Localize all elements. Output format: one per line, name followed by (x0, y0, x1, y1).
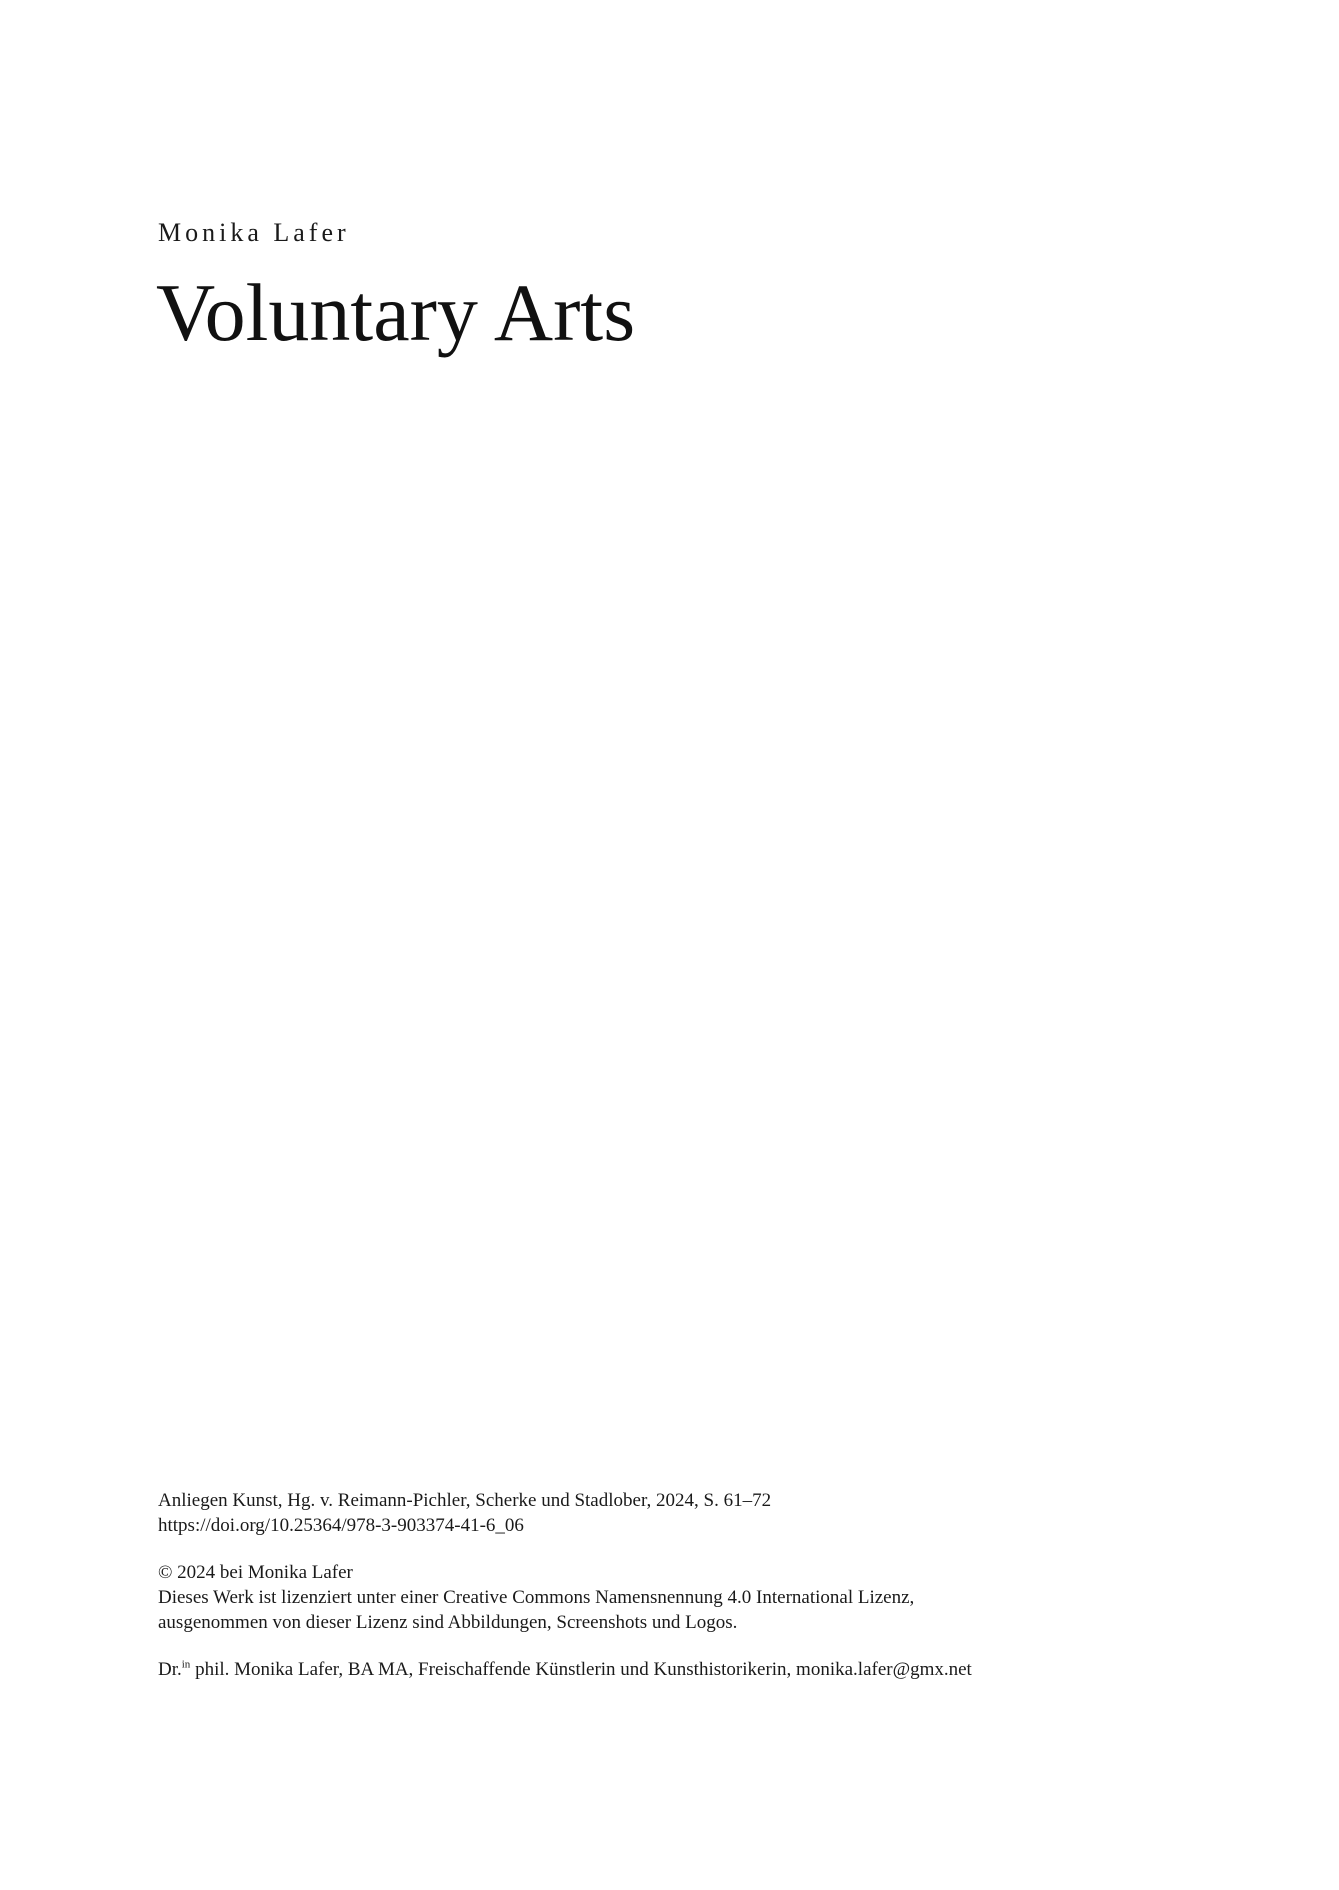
affiliation-text: phil. Monika Lafer, BA MA, Freischaffende Künstlerin und Kunsthistorikerin, monika.lafer@gmx.net (190, 1659, 972, 1680)
license-line-2: ausgenommen von dieser Lizenz sind Abbildungen, Screenshots und Logos. (158, 1612, 738, 1633)
author-affiliation (158, 1657, 1198, 1682)
affiliation-superscript: in (181, 1658, 191, 1671)
affiliation-prefix: Dr. (158, 1659, 182, 1680)
copyright-line: © 2024 bei Monika Lafer (158, 1562, 353, 1583)
spacer (158, 1635, 1198, 1657)
spacer (158, 1538, 1198, 1560)
author-name: Monika Lafer (158, 218, 350, 247)
citation-line: Anliegen Kunst, Hg. v. Reimann-Pichler, Scherke und Stadlober, 2024, S. 61–72 (158, 1490, 772, 1511)
doi-line: https://doi.org/10.25364/978-3-903374-41-6_06 (158, 1515, 524, 1536)
publication-info (158, 1488, 1198, 1682)
chapter-title: Voluntary Arts (156, 267, 636, 358)
license-line-1: Dieses Werk ist lizenziert unter einer Creative Commons Namensnennung 4.0 International Lizenz, (158, 1587, 915, 1608)
